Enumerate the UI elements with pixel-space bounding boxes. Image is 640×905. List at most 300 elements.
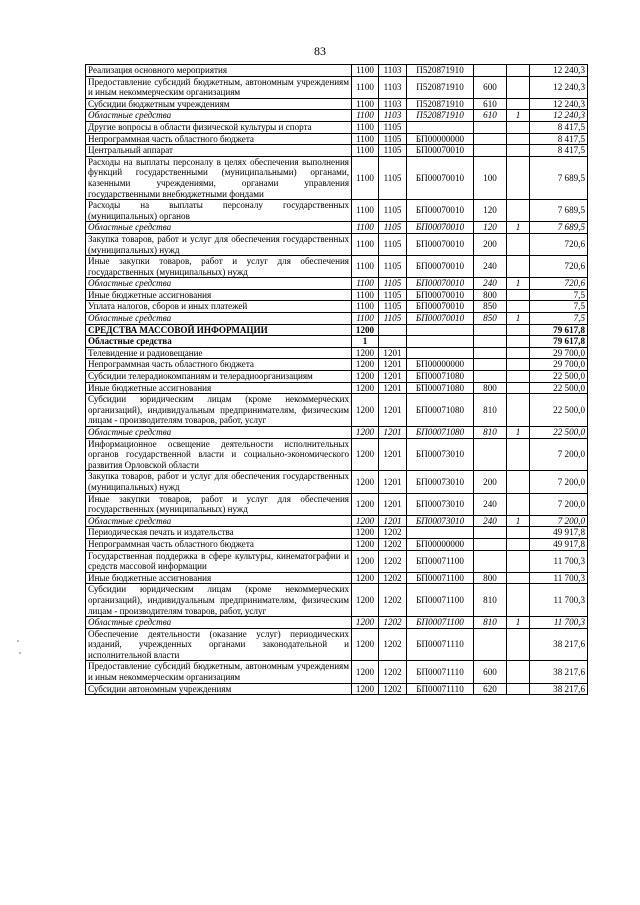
table-row: [86, 527, 588, 539]
cell-source: [507, 683, 530, 695]
cell-subsection: 1201: [379, 382, 407, 394]
cell-expense-type: [474, 336, 507, 348]
cell-subsection: 1201: [379, 394, 407, 427]
cell-expense-type: [474, 527, 507, 539]
cell-section: 1100: [352, 145, 379, 157]
cell-subsection: 1202: [379, 550, 407, 572]
cell-target-article: БП00071110: [407, 628, 474, 661]
cell-amount: 7,5: [530, 301, 588, 313]
cell-target-article: БП00000000: [407, 133, 474, 145]
cell-amount: 7 689,5: [530, 222, 588, 234]
cell-name: Иные закупки товаров, работ и услуг для обеспечения государственных (муниципальных) нужд: [86, 493, 352, 515]
cell-source: [507, 233, 530, 255]
cell-target-article: БП00071100: [407, 572, 474, 584]
cell-target-article: БП00070010: [407, 278, 474, 290]
cell-amount: 7,5: [530, 313, 588, 325]
cell-subsection: 1105: [379, 278, 407, 290]
page-number: 83: [314, 44, 326, 58]
cell-expense-type: 810: [474, 394, 507, 427]
cell-amount: 8 417,5: [530, 133, 588, 145]
cell-amount: 7 689,5: [530, 156, 588, 199]
cell-expense-type: [474, 538, 507, 550]
cell-section: 1100: [352, 76, 379, 98]
cell-amount: 720,6: [530, 278, 588, 290]
cell-source: 1: [507, 313, 530, 325]
cell-target-article: БП00070010: [407, 301, 474, 313]
cell-name: Другие вопросы в области физической культуры и спорта: [86, 121, 352, 133]
cell-source: [507, 493, 530, 515]
cell-section: 1100: [352, 133, 379, 145]
cell-name: Информационное освещение деятельности исполнительных органов государственной власти и социально-экономического развития Орловской области: [86, 438, 352, 471]
cell-subsection: 1105: [379, 200, 407, 222]
cell-source: [507, 584, 530, 617]
cell-source: 1: [507, 617, 530, 629]
cell-expense-type: [474, 133, 507, 145]
cell-name: Областные средства: [86, 427, 352, 439]
cell-name: Расходы на выплаты персоналу в целях обеспечения выполнения функций государственными (муниципальными) органами, казенными учреждениями, органами управления государственными внебюджетными фондами: [86, 156, 352, 199]
cell-expense-type: 240: [474, 278, 507, 290]
table-row: [86, 145, 588, 157]
cell-amount: 79 617,8: [530, 324, 588, 336]
cell-subsection: [379, 336, 407, 348]
cell-section: 1200: [352, 628, 379, 661]
table-row: [86, 572, 588, 584]
cell-expense-type: [474, 145, 507, 157]
table-row: [86, 471, 588, 493]
cell-section: 1200: [352, 471, 379, 493]
cell-subsection: 1103: [379, 65, 407, 77]
cell-source: [507, 527, 530, 539]
cell-section: 1100: [352, 301, 379, 313]
cell-name: Областные средства: [86, 278, 352, 290]
cell-subsection: 1105: [379, 301, 407, 313]
cell-subsection: 1105: [379, 133, 407, 145]
cell-subsection: 1105: [379, 156, 407, 199]
cell-target-article: БП00070010: [407, 222, 474, 234]
cell-source: [507, 65, 530, 77]
cell-subsection: 1105: [379, 256, 407, 278]
cell-source: [507, 394, 530, 427]
cell-target-article: БП00070010: [407, 289, 474, 301]
cell-expense-type: [474, 324, 507, 336]
cell-target-article: БП00071080: [407, 427, 474, 439]
table-row: [86, 438, 588, 471]
cell-section: 1200: [352, 661, 379, 683]
cell-source: [507, 256, 530, 278]
table-row: [86, 76, 588, 98]
cell-target-article: БП00071100: [407, 617, 474, 629]
table-row: [86, 661, 588, 683]
cell-expense-type: 620: [474, 683, 507, 695]
cell-expense-type: 100: [474, 156, 507, 199]
cell-subsection: 1202: [379, 661, 407, 683]
cell-subsection: 1202: [379, 628, 407, 661]
cell-expense-type: 120: [474, 222, 507, 234]
cell-expense-type: 800: [474, 382, 507, 394]
cell-source: [507, 200, 530, 222]
cell-subsection: 1105: [379, 121, 407, 133]
cell-subsection: 1202: [379, 683, 407, 695]
cell-section: 1200: [352, 550, 379, 572]
cell-target-article: [407, 121, 474, 133]
cell-amount: 720,6: [530, 233, 588, 255]
table-row: [86, 347, 588, 359]
table-row: [86, 628, 588, 661]
cell-section: 1200: [352, 394, 379, 427]
cell-amount: 79 617,8: [530, 336, 588, 348]
cell-subsection: 1105: [379, 313, 407, 325]
cell-source: [507, 382, 530, 394]
table-row: [86, 493, 588, 515]
cell-source: [507, 661, 530, 683]
cell-expense-type: 850: [474, 301, 507, 313]
cell-source: [507, 301, 530, 313]
cell-section: 1200: [352, 324, 379, 336]
cell-section: 1100: [352, 200, 379, 222]
cell-name: Обеспечение деятельности (оказание услуг) периодических изданий, учрежденных органами законодательной и исполнительной власти: [86, 628, 352, 661]
cell-target-article: БП00073010: [407, 438, 474, 471]
cell-amount: 7 689,5: [530, 200, 588, 222]
cell-amount: 22 500,0: [530, 382, 588, 394]
cell-source: [507, 289, 530, 301]
table-row: [86, 427, 588, 439]
cell-source: [507, 438, 530, 471]
cell-target-article: БП00073010: [407, 515, 474, 527]
cell-subsection: 1202: [379, 617, 407, 629]
cell-section: 1100: [352, 156, 379, 199]
cell-source: [507, 98, 530, 110]
table-row: [86, 156, 588, 199]
cell-amount: 29 700,0: [530, 359, 588, 371]
cell-target-article: П520871910: [407, 65, 474, 77]
cell-amount: 22 500,0: [530, 427, 588, 439]
cell-expense-type: [474, 359, 507, 371]
cell-section: 1200: [352, 572, 379, 584]
cell-amount: 720,6: [530, 256, 588, 278]
cell-expense-type: 200: [474, 233, 507, 255]
cell-expense-type: 800: [474, 572, 507, 584]
cell-subsection: 1105: [379, 289, 407, 301]
cell-section: 1200: [352, 382, 379, 394]
table-row: [86, 289, 588, 301]
cell-source: [507, 336, 530, 348]
cell-expense-type: 810: [474, 584, 507, 617]
cell-expense-type: 240: [474, 256, 507, 278]
cell-section: 1200: [352, 371, 379, 383]
cell-amount: 7 200,0: [530, 493, 588, 515]
cell-subsection: 1105: [379, 145, 407, 157]
cell-amount: 49 917,8: [530, 538, 588, 550]
cell-section: 1100: [352, 98, 379, 110]
cell-amount: 12 240,3: [530, 110, 588, 122]
cell-name: Иные бюджетные ассигнования: [86, 572, 352, 584]
table-row: [86, 256, 588, 278]
cell-section: 1200: [352, 617, 379, 629]
cell-name: Областные средства: [86, 110, 352, 122]
cell-name: Субсидии телерадиокомпаниям и телерадиоорганизациям: [86, 371, 352, 383]
cell-expense-type: [474, 550, 507, 572]
cell-subsection: 1105: [379, 233, 407, 255]
table-row: [86, 359, 588, 371]
cell-subsection: 1103: [379, 110, 407, 122]
cell-source: 1: [507, 427, 530, 439]
table-row: [86, 550, 588, 572]
cell-amount: 8 417,5: [530, 145, 588, 157]
cell-amount: 38 217,6: [530, 628, 588, 661]
cell-name: Областные средства: [86, 313, 352, 325]
cell-name: Иные бюджетные ассигнования: [86, 289, 352, 301]
cell-name: Иные бюджетные ассигнования: [86, 382, 352, 394]
cell-subsection: 1201: [379, 471, 407, 493]
cell-section: 1100: [352, 121, 379, 133]
cell-source: 1: [507, 515, 530, 527]
cell-target-article: [407, 347, 474, 359]
table-row: [86, 65, 588, 77]
cell-name: Телевидение и радиовещание: [86, 347, 352, 359]
cell-section: 1100: [352, 222, 379, 234]
cell-target-article: БП00000000: [407, 538, 474, 550]
table-row: [86, 324, 588, 336]
cell-source: [507, 359, 530, 371]
cell-expense-type: 610: [474, 98, 507, 110]
cell-section: 1200: [352, 493, 379, 515]
cell-expense-type: [474, 628, 507, 661]
cell-name: Уплата налогов, сборов и иных платежей: [86, 301, 352, 313]
cell-target-article: П520871910: [407, 110, 474, 122]
cell-subsection: 1201: [379, 515, 407, 527]
cell-expense-type: [474, 438, 507, 471]
cell-name: Субсидии юридическим лицам (кроме некоммерческих организаций), индивидуальным предпринимателям, физическим лицам - производителям товаров, работ, услуг: [86, 394, 352, 427]
cell-subsection: 1201: [379, 359, 407, 371]
cell-source: [507, 371, 530, 383]
cell-section: 1100: [352, 65, 379, 77]
cell-name: Непрограммная часть областного бюджета: [86, 359, 352, 371]
cell-amount: 29 700,0: [530, 347, 588, 359]
cell-target-article: БП00071100: [407, 550, 474, 572]
cell-amount: 7 200,0: [530, 515, 588, 527]
cell-amount: 22 500,0: [530, 371, 588, 383]
cell-target-article: П520871910: [407, 76, 474, 98]
table-row: [86, 278, 588, 290]
cell-section: 1200: [352, 347, 379, 359]
cell-subsection: 1103: [379, 98, 407, 110]
budget-table: [85, 64, 588, 695]
cell-amount: 12 240,3: [530, 98, 588, 110]
cell-subsection: 1202: [379, 572, 407, 584]
cell-subsection: 1201: [379, 493, 407, 515]
cell-source: [507, 628, 530, 661]
cell-amount: 11 700,3: [530, 584, 588, 617]
cell-name: Центральный аппарат: [86, 145, 352, 157]
table-row: [86, 382, 588, 394]
cell-subsection: 1103: [379, 76, 407, 98]
cell-section: 1200: [352, 584, 379, 617]
cell-section: 1100: [352, 233, 379, 255]
table-row: [86, 683, 588, 695]
table-row: [86, 133, 588, 145]
cell-expense-type: 600: [474, 76, 507, 98]
cell-target-article: БП00071100: [407, 584, 474, 617]
table-row: [86, 336, 588, 348]
cell-source: [507, 76, 530, 98]
cell-section: 1100: [352, 313, 379, 325]
cell-target-article: БП00070010: [407, 256, 474, 278]
cell-target-article: БП00000000: [407, 359, 474, 371]
table-row: [86, 121, 588, 133]
cell-section: 1100: [352, 256, 379, 278]
cell-target-article: БП00071080: [407, 382, 474, 394]
cell-name: Субсидии автономным учреждениям: [86, 683, 352, 695]
table-row: [86, 371, 588, 383]
cell-name: Областные средства: [86, 617, 352, 629]
cell-name: Предоставление субсидий бюджетным, автономным учреждениям и иным некоммерческим организациям: [86, 661, 352, 683]
cell-subsection: 1201: [379, 427, 407, 439]
cell-section: 1200: [352, 538, 379, 550]
cell-section: 1: [352, 336, 379, 348]
cell-target-article: БП00071110: [407, 661, 474, 683]
cell-amount: 12 240,3: [530, 65, 588, 77]
cell-subsection: 1201: [379, 371, 407, 383]
table-row: [86, 394, 588, 427]
cell-amount: 49 917,8: [530, 527, 588, 539]
cell-amount: 11 700,3: [530, 550, 588, 572]
cell-subsection: 1202: [379, 527, 407, 539]
cell-source: [507, 145, 530, 157]
cell-target-article: П520871910: [407, 98, 474, 110]
cell-amount: 38 217,6: [530, 661, 588, 683]
cell-source: [507, 471, 530, 493]
cell-expense-type: 200: [474, 471, 507, 493]
cell-expense-type: [474, 65, 507, 77]
cell-name: Закупка товаров, работ и услуг для обеспечения государственных (муниципальных) нужд: [86, 471, 352, 493]
cell-name: СРЕДСТВА МАССОВОЙ ИНФОРМАЦИИ: [86, 324, 352, 336]
cell-source: 1: [507, 222, 530, 234]
cell-expense-type: 240: [474, 493, 507, 515]
cell-amount: 12 240,3: [530, 76, 588, 98]
cell-amount: 11 700,3: [530, 572, 588, 584]
cell-name: Областные средства: [86, 336, 352, 348]
table-row: [86, 617, 588, 629]
cell-subsection: [379, 324, 407, 336]
cell-target-article: [407, 324, 474, 336]
cell-name: Расходы на выплаты персоналу государственных (муниципальных) органов: [86, 200, 352, 222]
cell-amount: 38 217,6: [530, 683, 588, 695]
cell-target-article: БП00070010: [407, 145, 474, 157]
cell-expense-type: 610: [474, 110, 507, 122]
cell-amount: 11 700,3: [530, 617, 588, 629]
cell-source: [507, 538, 530, 550]
cell-source: [507, 156, 530, 199]
cell-expense-type: [474, 121, 507, 133]
cell-amount: 7 200,0: [530, 438, 588, 471]
cell-source: [507, 324, 530, 336]
cell-section: 1100: [352, 289, 379, 301]
cell-expense-type: 600: [474, 661, 507, 683]
table-row: [86, 313, 588, 325]
table-row: [86, 538, 588, 550]
table-row: [86, 584, 588, 617]
cell-target-article: БП00073010: [407, 471, 474, 493]
cell-name: Периодическая печать и издательства: [86, 527, 352, 539]
cell-expense-type: 850: [474, 313, 507, 325]
cell-section: 1200: [352, 527, 379, 539]
table-row: [86, 222, 588, 234]
cell-name: Закупка товаров, работ и услуг для обеспечения государственных (муниципальных) нужд: [86, 233, 352, 255]
cell-source: [507, 572, 530, 584]
cell-target-article: БП00070010: [407, 200, 474, 222]
cell-name: Непрограммная часть областного бюджета: [86, 133, 352, 145]
cell-expense-type: 240: [474, 515, 507, 527]
cell-amount: 7 200,0: [530, 471, 588, 493]
cell-amount: 8 417,5: [530, 121, 588, 133]
cell-name: Субсидии бюджетным учреждениям: [86, 98, 352, 110]
table-row: [86, 233, 588, 255]
cell-name: Непрограммная часть областного бюджета: [86, 538, 352, 550]
table-row: [86, 515, 588, 527]
table-row: [86, 301, 588, 313]
cell-section: 1200: [352, 359, 379, 371]
table-row: [86, 98, 588, 110]
cell-amount: 7,5: [530, 289, 588, 301]
cell-target-article: БП00070010: [407, 156, 474, 199]
cell-target-article: [407, 336, 474, 348]
cell-name: Субсидии юридическим лицам (кроме некоммерческих организаций), индивидуальным предпринимателям, физическим лицам - производителям товаров, работ, услуг: [86, 584, 352, 617]
cell-subsection: 1201: [379, 438, 407, 471]
cell-expense-type: [474, 347, 507, 359]
cell-section: 1200: [352, 438, 379, 471]
cell-source: [507, 347, 530, 359]
cell-source: [507, 121, 530, 133]
cell-subsection: 1202: [379, 538, 407, 550]
cell-target-article: [407, 527, 474, 539]
cell-section: 1100: [352, 110, 379, 122]
cell-name: Областные средства: [86, 515, 352, 527]
cell-name: Иные закупки товаров, работ и услуг для обеспечения государственных (муниципальных) нужд: [86, 256, 352, 278]
budget-table-body: [86, 65, 588, 695]
cell-expense-type: 810: [474, 427, 507, 439]
cell-expense-type: 810: [474, 617, 507, 629]
cell-target-article: БП00070010: [407, 313, 474, 325]
scan-speck: [17, 640, 19, 642]
cell-name: Государственная поддержка в сфере культуры, кинематографии и средств массовой информации: [86, 550, 352, 572]
cell-target-article: БП00071110: [407, 683, 474, 695]
cell-source: [507, 550, 530, 572]
cell-amount: 22 500,0: [530, 394, 588, 427]
cell-source: 1: [507, 110, 530, 122]
cell-name: Реализация основного мероприятия: [86, 65, 352, 77]
cell-subsection: 1201: [379, 347, 407, 359]
cell-expense-type: 800: [474, 289, 507, 301]
cell-subsection: 1105: [379, 222, 407, 234]
cell-expense-type: 120: [474, 200, 507, 222]
cell-expense-type: [474, 371, 507, 383]
scan-speck: [19, 652, 21, 654]
cell-source: [507, 133, 530, 145]
cell-name: Областные средства: [86, 222, 352, 234]
cell-target-article: БП00070010: [407, 233, 474, 255]
cell-name: Предоставление субсидий бюджетным, автономным учреждениям и иным некоммерческим организациям: [86, 76, 352, 98]
cell-target-article: БП00071080: [407, 394, 474, 427]
cell-section: 1200: [352, 427, 379, 439]
cell-subsection: 1202: [379, 584, 407, 617]
cell-target-article: БП00073010: [407, 493, 474, 515]
table-row: [86, 200, 588, 222]
cell-source: 1: [507, 278, 530, 290]
cell-section: 1200: [352, 515, 379, 527]
cell-section: 1200: [352, 683, 379, 695]
table-row: [86, 110, 588, 122]
cell-target-article: БП00071080: [407, 371, 474, 383]
